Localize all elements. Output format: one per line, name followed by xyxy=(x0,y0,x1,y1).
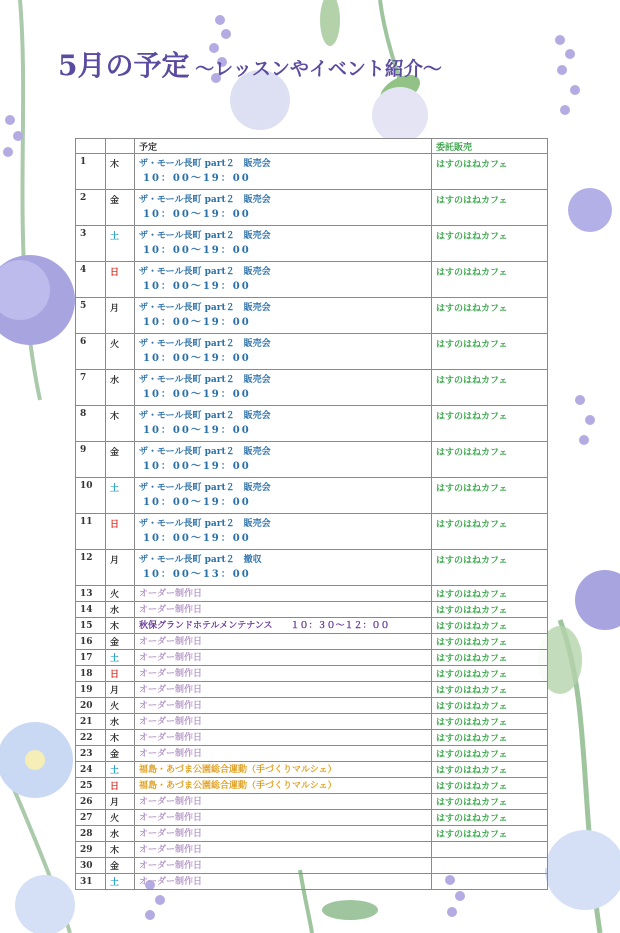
vendor-cell: はすのはねカフェ xyxy=(432,442,548,478)
table-row xyxy=(76,550,548,586)
event-time: 10：00〜19：00 xyxy=(143,533,251,544)
table-row xyxy=(76,730,548,746)
table-row xyxy=(76,842,548,858)
vendor-cell: はすのはねカフェ xyxy=(432,746,548,762)
table-row xyxy=(76,154,548,190)
day-number: 27 xyxy=(76,810,106,826)
schedule-cell xyxy=(135,334,432,370)
day-number: 3 xyxy=(76,226,106,262)
vendor-cell: はすのはねカフェ xyxy=(432,226,548,262)
vendor-cell: はすのはねカフェ xyxy=(432,634,548,650)
event-time: 10：00〜19：00 xyxy=(143,173,251,184)
weekday: 月 xyxy=(106,794,135,810)
vendor-cell xyxy=(432,858,548,874)
schedule-cell xyxy=(135,406,432,442)
day-number: 20 xyxy=(76,698,106,714)
weekday: 水 xyxy=(106,714,135,730)
table-row xyxy=(76,858,548,874)
event-text: オーダー制作日 xyxy=(139,636,203,647)
schedule-cell xyxy=(135,666,432,682)
day-number: 22 xyxy=(76,730,106,746)
schedule-cell xyxy=(135,874,432,890)
day-number: 19 xyxy=(76,682,106,698)
weekday: 土 xyxy=(106,874,135,890)
vendor-cell: はすのはねカフェ xyxy=(432,618,548,634)
day-number: 25 xyxy=(76,778,106,794)
day-number: 5 xyxy=(76,298,106,334)
vendor-cell: はすのはねカフェ xyxy=(432,730,548,746)
schedule-cell xyxy=(135,262,432,298)
schedule-cell xyxy=(135,810,432,826)
schedule-body xyxy=(76,154,548,890)
table-row xyxy=(76,406,548,442)
event-text: オーダー制作日 xyxy=(139,876,203,887)
header-schedule: 予定 xyxy=(135,139,432,154)
event-text: 福島・あづま公園総合運動（手づくりマルシェ） xyxy=(139,780,337,791)
event-text: ザ・モール長町 part２ 販売会 xyxy=(139,231,271,241)
table-row xyxy=(76,650,548,666)
event-text: ザ・モール長町 part２ 販売会 xyxy=(139,447,271,457)
table-row xyxy=(76,618,548,634)
event-text: ザ・モール長町 part２ 販売会 xyxy=(139,303,271,313)
weekday: 月 xyxy=(106,298,135,334)
event-text: オーダー制作日 xyxy=(139,812,203,823)
weekday: 金 xyxy=(106,858,135,874)
schedule-cell xyxy=(135,442,432,478)
weekday: 土 xyxy=(106,226,135,262)
schedule-cell xyxy=(135,550,432,586)
vendor-cell: はすのはねカフェ xyxy=(432,810,548,826)
table-row xyxy=(76,334,548,370)
day-number: 11 xyxy=(76,514,106,550)
day-number: 24 xyxy=(76,762,106,778)
event-text: 福島・あづま公園総合運動（手づくりマルシェ） xyxy=(139,764,337,775)
table-row xyxy=(76,682,548,698)
table-row xyxy=(76,298,548,334)
schedule-cell xyxy=(135,730,432,746)
table-row xyxy=(76,634,548,650)
vendor-cell: はすのはねカフェ xyxy=(432,262,548,298)
vendor-cell xyxy=(432,842,548,858)
table-row xyxy=(76,262,548,298)
day-number: 2 xyxy=(76,190,106,226)
day-number: 7 xyxy=(76,370,106,406)
table-row xyxy=(76,226,548,262)
table-row xyxy=(76,370,548,406)
event-time: 10：00〜19：00 xyxy=(143,317,251,328)
day-number: 29 xyxy=(76,842,106,858)
event-text: オーダー制作日 xyxy=(139,748,203,759)
schedule-cell xyxy=(135,154,432,190)
schedule-cell xyxy=(135,826,432,842)
day-number: 13 xyxy=(76,586,106,602)
event-text: オーダー制作日 xyxy=(139,700,203,711)
schedule-cell xyxy=(135,746,432,762)
weekday: 月 xyxy=(106,682,135,698)
schedule-cell xyxy=(135,226,432,262)
schedule-cell xyxy=(135,634,432,650)
event-text: 秋保グランドホテルメンテナンス １０：３０〜１２：００ xyxy=(139,620,390,631)
weekday: 土 xyxy=(106,650,135,666)
schedule-cell xyxy=(135,858,432,874)
event-text: オーダー制作日 xyxy=(139,732,203,743)
day-number: 31 xyxy=(76,874,106,890)
vendor-cell: はすのはねカフェ xyxy=(432,650,548,666)
header-vendor: 委託販売 xyxy=(432,139,548,154)
schedule-cell xyxy=(135,514,432,550)
weekday: 火 xyxy=(106,586,135,602)
event-text: オーダー制作日 xyxy=(139,860,203,871)
weekday: 金 xyxy=(106,634,135,650)
day-number: 28 xyxy=(76,826,106,842)
weekday: 火 xyxy=(106,810,135,826)
event-text: オーダー制作日 xyxy=(139,588,203,599)
vendor-cell: はすのはねカフェ xyxy=(432,714,548,730)
event-text: オーダー制作日 xyxy=(139,716,203,727)
schedule-cell xyxy=(135,698,432,714)
schedule-cell xyxy=(135,762,432,778)
event-time: 10：00〜19：00 xyxy=(143,209,251,220)
schedule-cell xyxy=(135,650,432,666)
vendor-cell: はすのはねカフェ xyxy=(432,334,548,370)
title-main: 5月の予定 xyxy=(58,49,190,82)
weekday: 日 xyxy=(106,514,135,550)
event-text: ザ・モール長町 part２ 販売会 xyxy=(139,195,271,205)
event-text: オーダー制作日 xyxy=(139,844,203,855)
event-text: ザ・モール長町 part２ 撤収 xyxy=(139,555,262,565)
vendor-cell: はすのはねカフェ xyxy=(432,514,548,550)
vendor-cell: はすのはねカフェ xyxy=(432,794,548,810)
vendor-cell: はすのはねカフェ xyxy=(432,762,548,778)
weekday: 日 xyxy=(106,778,135,794)
vendor-cell xyxy=(432,874,548,890)
table-row xyxy=(76,778,548,794)
vendor-cell: はすのはねカフェ xyxy=(432,666,548,682)
schedule-cell xyxy=(135,778,432,794)
weekday: 日 xyxy=(106,666,135,682)
table-row xyxy=(76,190,548,226)
event-time: 10：00〜19：00 xyxy=(143,353,251,364)
schedule-cell xyxy=(135,586,432,602)
event-time: 10：00〜19：00 xyxy=(143,425,251,436)
weekday: 木 xyxy=(106,406,135,442)
vendor-cell: はすのはねカフェ xyxy=(432,778,548,794)
day-number: 1 xyxy=(76,154,106,190)
day-number: 30 xyxy=(76,858,106,874)
event-time: 10：00〜19：00 xyxy=(143,461,251,472)
event-text: オーダー制作日 xyxy=(139,796,203,807)
table-row xyxy=(76,794,548,810)
event-time: 10：00〜19：00 xyxy=(143,281,251,292)
vendor-cell: はすのはねカフェ xyxy=(432,154,548,190)
weekday: 金 xyxy=(106,190,135,226)
day-number: 18 xyxy=(76,666,106,682)
day-number: 10 xyxy=(76,478,106,514)
table-row xyxy=(76,442,548,478)
weekday: 金 xyxy=(106,746,135,762)
vendor-cell: はすのはねカフェ xyxy=(432,370,548,406)
day-number: 6 xyxy=(76,334,106,370)
schedule-cell xyxy=(135,298,432,334)
event-time: 10：00〜19：00 xyxy=(143,389,251,400)
table-row xyxy=(76,514,548,550)
event-text: ザ・モール長町 part２ 販売会 xyxy=(139,411,271,421)
event-text: ザ・モール長町 part２ 販売会 xyxy=(139,159,271,169)
day-number: 12 xyxy=(76,550,106,586)
event-text: オーダー制作日 xyxy=(139,668,203,679)
weekday: 日 xyxy=(106,262,135,298)
day-number: 17 xyxy=(76,650,106,666)
schedule-cell xyxy=(135,714,432,730)
weekday: 土 xyxy=(106,762,135,778)
table-row xyxy=(76,746,548,762)
schedule-table xyxy=(75,138,548,890)
event-time: 10：00〜19：00 xyxy=(143,245,251,256)
title-subtitle: 〜レッスンやイベント紹介〜 xyxy=(195,58,442,80)
table-header-row xyxy=(76,139,548,154)
event-text: オーダー制作日 xyxy=(139,684,203,695)
vendor-cell: はすのはねカフェ xyxy=(432,478,548,514)
weekday: 土 xyxy=(106,478,135,514)
vendor-cell: はすのはねカフェ xyxy=(432,550,548,586)
schedule-cell xyxy=(135,478,432,514)
day-number: 21 xyxy=(76,714,106,730)
table-row xyxy=(76,666,548,682)
vendor-cell: はすのはねカフェ xyxy=(432,698,548,714)
weekday: 水 xyxy=(106,370,135,406)
vendor-cell: はすのはねカフェ xyxy=(432,602,548,618)
vendor-cell: はすのはねカフェ xyxy=(432,406,548,442)
header-day xyxy=(76,139,106,154)
table-row xyxy=(76,602,548,618)
table-row xyxy=(76,826,548,842)
schedule-cell xyxy=(135,370,432,406)
weekday: 木 xyxy=(106,154,135,190)
weekday: 火 xyxy=(106,334,135,370)
event-text: オーダー制作日 xyxy=(139,604,203,615)
table-row xyxy=(76,762,548,778)
day-number: 26 xyxy=(76,794,106,810)
vendor-cell: はすのはねカフェ xyxy=(432,298,548,334)
event-text: ザ・モール長町 part２ 販売会 xyxy=(139,519,271,529)
event-text: ザ・モール長町 part２ 販売会 xyxy=(139,483,271,493)
weekday: 木 xyxy=(106,842,135,858)
vendor-cell: はすのはねカフェ xyxy=(432,826,548,842)
table-row xyxy=(76,810,548,826)
day-number: 8 xyxy=(76,406,106,442)
table-row xyxy=(76,478,548,514)
day-number: 16 xyxy=(76,634,106,650)
schedule-cell xyxy=(135,682,432,698)
event-text: オーダー制作日 xyxy=(139,652,203,663)
schedule-cell xyxy=(135,618,432,634)
schedule-cell xyxy=(135,842,432,858)
event-text: ザ・モール長町 part２ 販売会 xyxy=(139,339,271,349)
day-number: 23 xyxy=(76,746,106,762)
weekday: 月 xyxy=(106,550,135,586)
table-row xyxy=(76,714,548,730)
weekday: 金 xyxy=(106,442,135,478)
weekday: 火 xyxy=(106,698,135,714)
weekday: 水 xyxy=(106,826,135,842)
day-number: 9 xyxy=(76,442,106,478)
vendor-cell: はすのはねカフェ xyxy=(432,190,548,226)
event-text: ザ・モール長町 part２ 販売会 xyxy=(139,375,271,385)
event-time: 10：00〜13：00 xyxy=(143,569,251,580)
event-text: オーダー制作日 xyxy=(139,828,203,839)
weekday: 水 xyxy=(106,602,135,618)
vendor-cell: はすのはねカフェ xyxy=(432,586,548,602)
weekday: 木 xyxy=(106,730,135,746)
table-row xyxy=(76,698,548,714)
page-title xyxy=(58,44,442,84)
header-weekday xyxy=(106,139,135,154)
schedule-cell xyxy=(135,190,432,226)
schedule-cell xyxy=(135,794,432,810)
table-row xyxy=(76,586,548,602)
weekday: 木 xyxy=(106,618,135,634)
table-row xyxy=(76,874,548,890)
day-number: 15 xyxy=(76,618,106,634)
day-number: 14 xyxy=(76,602,106,618)
event-time: 10：00〜19：00 xyxy=(143,497,251,508)
schedule-cell xyxy=(135,602,432,618)
vendor-cell: はすのはねカフェ xyxy=(432,682,548,698)
event-text: ザ・モール長町 part２ 販売会 xyxy=(139,267,271,277)
day-number: 4 xyxy=(76,262,106,298)
